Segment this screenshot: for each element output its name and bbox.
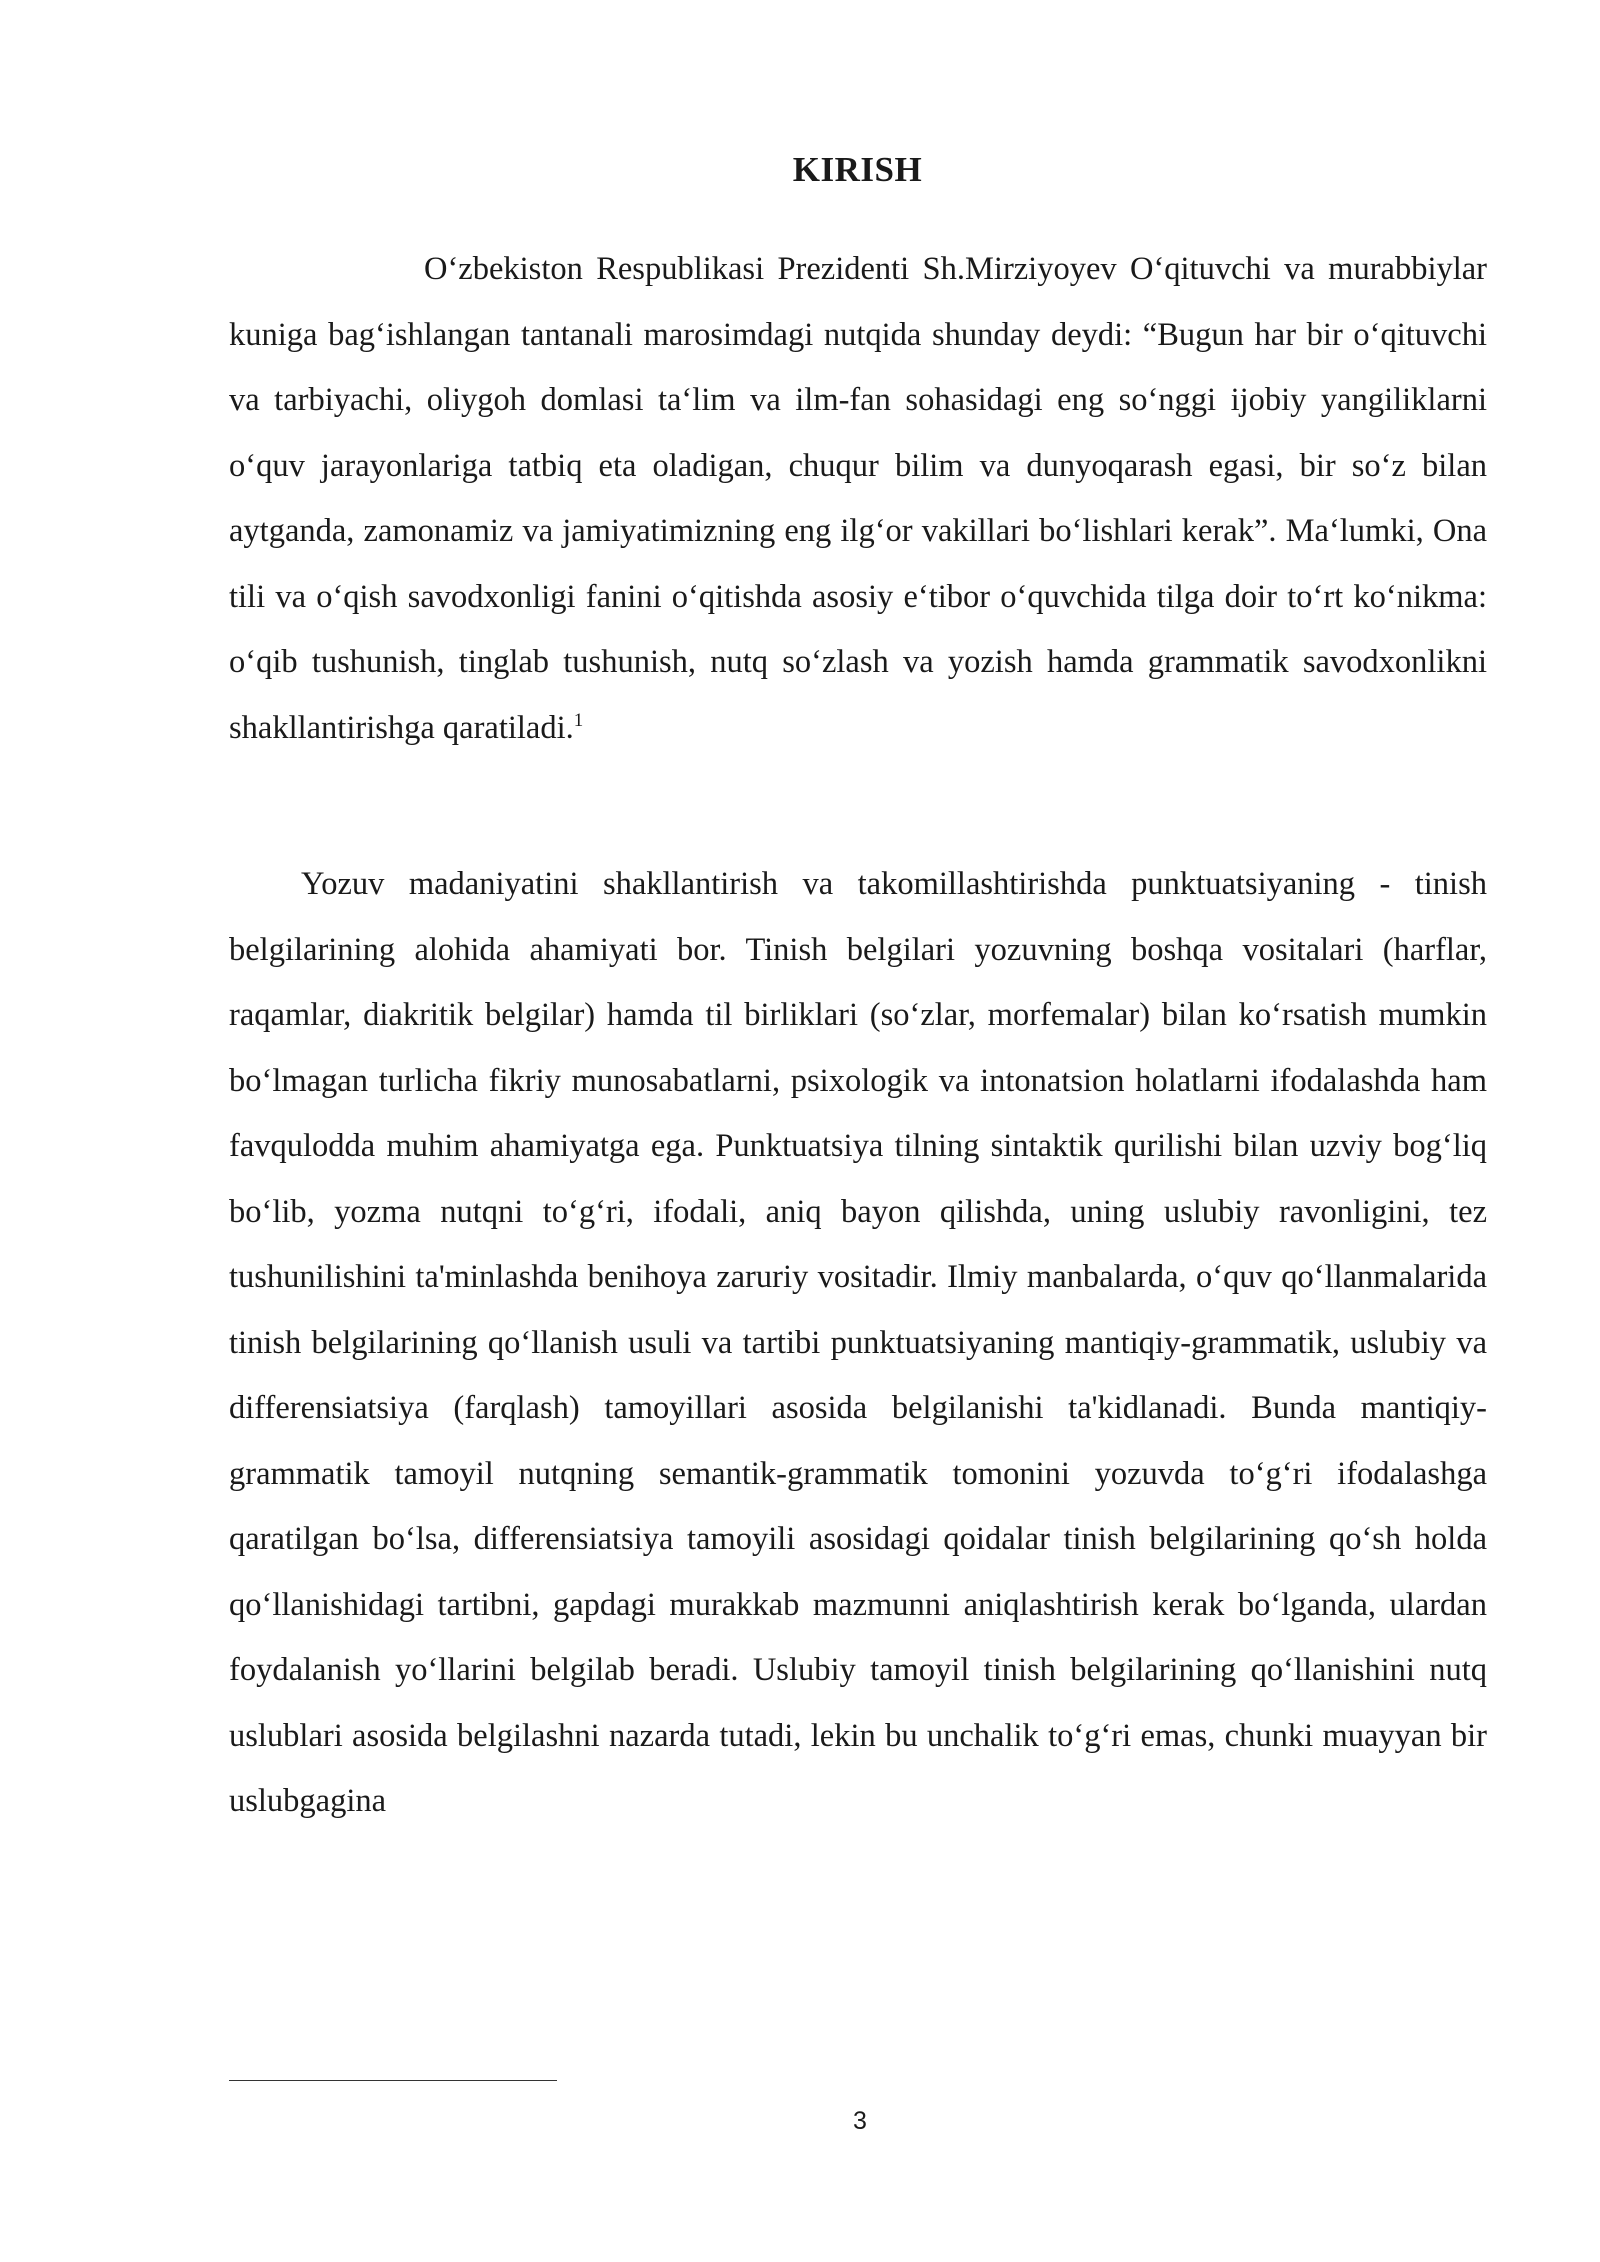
paragraph-intro — [229, 237, 1487, 761]
footnote-separator — [229, 2080, 557, 2081]
section-heading: KIRISH — [792, 150, 923, 189]
footnote-reference[interactable]: 1 — [573, 709, 584, 731]
page-number: 3 — [853, 2107, 867, 2135]
paragraph-punctuation: Yozuv madaniyatini shakllantirish va takomillashtirishda punktuatsiyaning - tinish belgilarining alohida ahamiyati bor. Tinish belgilari yozuvning boshqa vositalari (harflar, raqamlar, diakritik belgilar) hamda til birliklari (so‘zlar, morfemalar) bilan ko‘rsatish mumkin bo‘lmagan turlicha fikriy munosabatlarni, psixologik va intonatsion holatlarni ifodalashda ham favqulodda muhim ahamiyatga ega. Punktuatsiya tilning sintaktik qurilishi bilan uzviy bog‘liq bo‘lib, yozma nutqni to‘g‘ri, ifodali, aniq bayon qilishda, uning uslubiy ravonligini, tez tushunilishini ta'minlashda benihoya zaruriy vositadir. Ilmiy manbalarda, o‘quv qo‘llanmalarida tinish belgilarining qo‘llanish usuli va tartibi punktuatsiyaning mantiqiy-grammatik, uslubiy va differensiatsiya (farqlash) tamoyillari asosida belgilanishi ta'kidlanadi. Bunda mantiqiy-grammatik tamoyil nutqning semantik-grammatik tomonini yozuvda to‘g‘ri ifodalashga qaratilgan bo‘lsa, differensiatsiya tamoyili asosidagi qoidalar tinish belgilarining qo‘sh holda qo‘llanishidagi tartibni, gapdagi murakkab mazmunni aniqlashtirish kerak bo‘lganda, ulardan foydalanish yo‘llarini belgilab beradi. Uslubiy tamoyil tinish belgilarining qo‘llanishini nutq uslublari asosida belgilashni nazarda tutadi, lekin bu unchalik to‘g‘ri emas, chunki muayyan bir uslubgagina — [229, 866, 1487, 1819]
paragraph-intro-text: O‘zbekiston Respublikasi Prezidenti Sh.Mirziyoyev O‘qituvchi va murabbiylar kuniga bag‘ishlangan tantanali marosimdagi nutqida shunday deydi: “Bugun har bir o‘qituvchi va tarbiyachi, oliygoh domlasi ta‘lim va ilm-fan sohasidagi eng so‘nggi ijobiy yangiliklarni o‘quv jarayonlariga tatbiq eta oladigan, chuqur bilim va dunyoqarash egasi, bir so‘z bilan aytganda, zamonamiz va jamiyatimizning eng ilg‘or vakillari bo‘lishlari kerak”. Ma‘lumki, Ona tili va o‘qish savodxonligi fanini o‘qitishda asosiy e‘tibor o‘quvchida tilga doir to‘rt ko‘nikma: o‘qib tushunish, tinglab tushunish, nutq so‘zlash va yozish hamda grammatik savodxonlikni shakllantirishga qaratiladi. — [229, 251, 1487, 746]
